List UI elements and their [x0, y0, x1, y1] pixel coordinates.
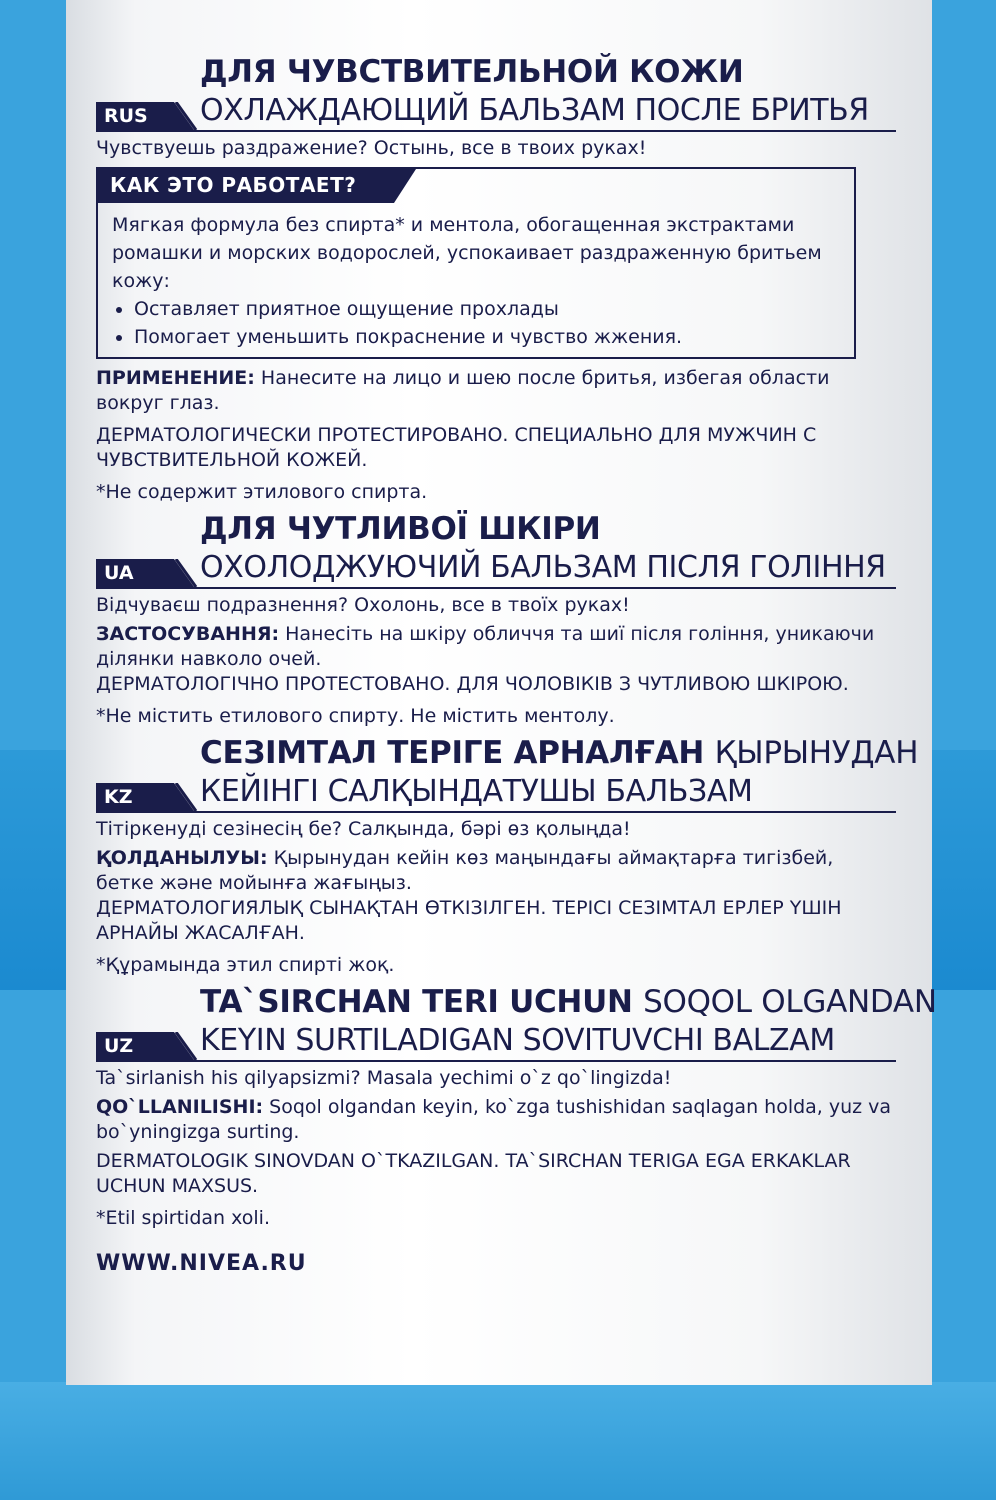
kz-dermatology: ДЕРМАТОЛОГИЯЛЫҚ СЫНАҚТАН ӨТКІЗІЛГЕН. ТЕРІСІ СЕЗІМТАЛ ЕРЛЕР ҮШІН АРНАЙЫ ЖАСАЛҒАН.	[96, 897, 842, 944]
usage-label: ЗАСТОСУВАННЯ:	[96, 623, 280, 645]
lang-code: UA	[104, 562, 134, 584]
rus-dermatology: ДЕРМАТОЛОГИЧЕСКИ ПРОТЕСТИРОВАНО. СПЕЦИАЛЬНО ДЛЯ МУЖЧИН С ЧУВСТВИТЕЛЬНОЙ КОЖЕЙ.	[96, 424, 817, 471]
uz-title-light: SOQOL OLGANDAN	[643, 984, 937, 1020]
ua-subtitle: ОХОЛОДЖУЮЧИЙ БАЛЬЗАМ ПІСЛЯ ГОЛІННЯ	[200, 550, 886, 585]
kz-title-bold: СЕЗІМТАЛ ТЕРІГЕ АРНАЛҒАН	[200, 735, 705, 771]
rus-tagline: Чувствуешь раздражение? Остынь, все в твоих руках!	[96, 137, 647, 159]
ua-dermatology: ДЕРМАТОЛОГІЧНО ПРОТЕСТОВАНО. ДЛЯ ЧОЛОВІКІВ З ЧУТЛИВОЮ ШКІРОЮ.	[96, 673, 849, 695]
lang-code: KZ	[104, 786, 133, 808]
benefits-list	[112, 295, 844, 351]
section-ua	[96, 509, 896, 729]
kz-title-light: ҚЫРЫНУДАН	[714, 735, 919, 771]
benefit-item: • Помогает уменьшить покраснение и чувство жжения.	[134, 323, 844, 351]
benefit-item: • Оставляет приятное ощущение прохлады	[134, 295, 844, 323]
uz-title	[200, 982, 937, 1022]
kz-subtitle: КЕЙІНГІ САЛҚЫНДАТУШЫ БАЛЬЗАМ	[200, 774, 753, 809]
usage-text: Нанесіть на шкіру обличчя та шиї після гоління, уникаючи ділянки навколо очей.	[96, 623, 875, 670]
kz-note: *Құрамында этил спирті жоқ.	[96, 954, 395, 976]
rus-title: ДЛЯ ЧУВСТВИТЕЛЬНОЙ КОЖИ	[200, 54, 744, 90]
usage-text: Қырынудан кейін көз маңындағы аймақтарға тигізбей, бетке және мойынға жағыңыз.	[96, 847, 834, 894]
usage-text: Нанесите на лицо и шею после бритья, избегая области вокруг глаз.	[96, 367, 830, 414]
kz-title	[200, 733, 919, 773]
ua-usage	[96, 622, 896, 672]
kz-header-row	[96, 773, 896, 813]
usage-label: ПРИМЕНЕНИЕ:	[96, 367, 255, 389]
ua-title: ДЛЯ ЧУТЛИВОЇ ШКІРИ	[200, 511, 601, 547]
usage-label: QO`LLANILISHI:	[96, 1096, 264, 1118]
how-it-works-header	[98, 169, 854, 203]
rus-header-row	[96, 92, 896, 132]
section-kz	[96, 733, 919, 978]
rus-usage	[96, 366, 896, 416]
how-it-works-text: Мягкая формула без спирта* и ментола, обогащенная экстрактами ромашки и морских водорослей, успокаивает раздраженную бритьем кожу:	[112, 214, 822, 292]
uz-usage	[96, 1095, 896, 1145]
lang-tag-ua	[96, 559, 200, 587]
rus-subtitle: ОХЛАЖДАЮЩИЙ БАЛЬЗАМ ПОСЛЕ БРИТЬЯ	[200, 93, 869, 128]
uz-subtitle: KEYIN SURTILADIGAN SOVITUVCHI BALZAM	[200, 1023, 835, 1058]
uz-tagline: Ta`sirlanish his qilyapsizmi? Masala yechimi o`z qo`lingizda!	[96, 1067, 672, 1089]
blue-stripe-right	[926, 750, 996, 990]
ua-tagline: Відчуваєш подразнення? Охолонь, все в твоїх руках!	[96, 594, 630, 616]
blue-stripe-left	[0, 750, 70, 990]
lang-code: RUS	[104, 105, 148, 127]
how-it-works-box	[96, 167, 856, 359]
usage-text: Soqol olgandan keyin, ko`zga tushishidan saqlagan holda, yuz va bo`yningizga surting.	[96, 1096, 892, 1143]
section-rus	[96, 52, 896, 505]
kz-usage	[96, 846, 896, 896]
ua-header-row	[96, 549, 896, 589]
usage-label: ҚОЛДАНЫЛУЫ:	[96, 847, 268, 869]
bottom-blue-band	[0, 1382, 996, 1500]
kz-tagline: Тітіркенуді сезінесің бе? Салқында, бәрі өз қолыңда!	[96, 818, 631, 840]
uz-header-row	[96, 1022, 896, 1062]
website-url: WWW.NIVEA.RU	[96, 1251, 307, 1276]
lang-code: UZ	[104, 1035, 134, 1057]
uz-dermatology: DERMATOLOGIK SINOVDAN O`TKAZILGAN. TA`SIRCHAN TERIGA EGA ERKAKLAR UCHUN MAXSUS.	[96, 1150, 851, 1197]
lang-tag-kz	[96, 783, 200, 811]
how-it-works-body	[98, 203, 854, 357]
uz-note: *Etil spirtidan xoli.	[96, 1207, 270, 1229]
label-content	[96, 52, 937, 1276]
how-it-works-title: КАК ЭТО РАБОТАЕТ?	[110, 173, 357, 197]
section-uz	[96, 982, 937, 1231]
rus-note: *Не содержит этилового спирта.	[96, 481, 428, 503]
uz-title-bold: TA`SIRCHAN TERI UCHUN	[200, 984, 633, 1020]
lang-tag-rus	[96, 102, 200, 130]
lang-tag-uz	[96, 1032, 200, 1060]
ua-note: *Не містить етилового спирту. Не містить ментолу.	[96, 705, 615, 727]
